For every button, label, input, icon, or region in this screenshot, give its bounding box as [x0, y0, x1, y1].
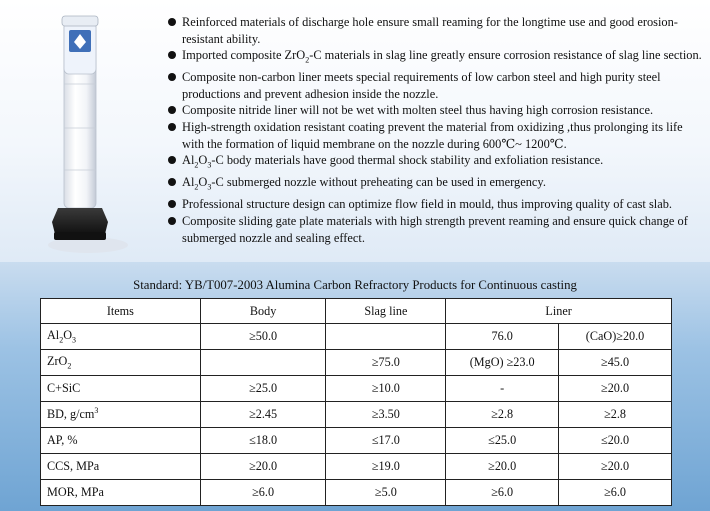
spec-table [40, 298, 672, 506]
feature-text: Reinforced materials of discharge hole ensure small reaming for the longtime use and good erosion-resistant ability. [182, 15, 678, 46]
cell-liner-1: 76.0 [446, 324, 559, 350]
cell-liner-1: (MgO) ≥23.0 [446, 350, 559, 376]
cell-liner-2: ≥45.0 [559, 350, 672, 376]
table-row [41, 350, 672, 376]
header-liner: Liner [446, 299, 672, 324]
cell-body [200, 350, 326, 376]
feature-text: Composite non-carbon liner meets special requirements of low carbon steel and high purity steel productions and prevent adhesion inside the nozzle. [182, 70, 661, 101]
cell-liner-1: ≥6.0 [446, 480, 559, 506]
cell-liner-2: ≥20.0 [559, 376, 672, 402]
cell-body: ≥20.0 [200, 454, 326, 480]
cell-slag-line: ≥75.0 [326, 350, 446, 376]
feature-list [168, 14, 704, 246]
bullet-dot-icon [168, 18, 176, 26]
feature-text: Composite nitride liner will not be wet with molten steel thus having high corrosion resistance. [182, 103, 654, 118]
submerged-nozzle-image [28, 10, 148, 255]
feature-item [168, 102, 704, 119]
feature-text: Imported composite ZrO$_2$-C materials in slag line greatly ensure corrosion resistance of slag line section. [182, 48, 702, 65]
table-row [41, 454, 672, 480]
cell-slag-line: ≥10.0 [326, 376, 446, 402]
cell-item: $Al_2O_3$ [41, 324, 201, 350]
table-row [41, 480, 672, 506]
cell-item: ZrO$_2$ [41, 350, 201, 376]
feature-item [168, 47, 704, 69]
cell-slag-line: ≥3.50 [326, 402, 446, 428]
feature-text: High-strength oxidation resistant coating prevent the material from oxidizing ,thus prolonging its life with the formation of liquid membrane on the nozzle during 600℃~ 1200℃. [182, 120, 683, 151]
cell-item: MOR, MPa [41, 480, 201, 506]
cell-slag-line: ≤17.0 [326, 428, 446, 454]
bullet-dot-icon [168, 200, 176, 208]
feature-text: Professional structure design can optimize flow field in mould, thus improving quality of cast slab. [182, 197, 673, 212]
cell-liner-1: ≥20.0 [446, 454, 559, 480]
cell-slag-line: ≥19.0 [326, 454, 446, 480]
bullet-dot-icon [168, 217, 176, 225]
feature-item [168, 152, 704, 174]
bullet-dot-icon [168, 51, 176, 59]
cell-liner-2: ≥20.0 [559, 454, 672, 480]
cell-liner-1: ≤25.0 [446, 428, 559, 454]
feature-text: $Al_2O_3-C$ submerged nozzle without preheating can be used in emergency. [182, 175, 546, 192]
cell-body: ≤18.0 [200, 428, 326, 454]
feature-item [168, 119, 704, 152]
feature-item [168, 213, 704, 246]
bullet-dot-icon [168, 73, 176, 81]
standard-title: Standard: YB/T007-2003 Alumina Carbon Refractory Products for Continuous casting [133, 278, 577, 292]
cell-liner-1: - [446, 376, 559, 402]
cell-body: ≥25.0 [200, 376, 326, 402]
feature-text: $Al_2O_3-C$ body materials have good thermal shock stability and exfoliation resistance. [182, 153, 604, 170]
table-header-row [41, 299, 672, 324]
table-row [41, 428, 672, 454]
cell-item: BD, $g/cm^3$ [41, 402, 201, 428]
cell-item: AP, % [41, 428, 201, 454]
table-row [41, 376, 672, 402]
feature-item [168, 174, 704, 196]
cell-liner-1: ≥2.8 [446, 402, 559, 428]
feature-item [168, 196, 704, 213]
cell-item: C+SiC [41, 376, 201, 402]
cell-liner-2: ≥6.0 [559, 480, 672, 506]
header-body: Body [200, 299, 326, 324]
cell-body: ≥6.0 [200, 480, 326, 506]
cell-body: ≥2.45 [200, 402, 326, 428]
cell-slag-line [326, 324, 446, 350]
feature-text: Composite sliding gate plate materials with high strength prevent reaming and ensure quick change of submerged nozzle and sealing effect. [182, 213, 688, 245]
cell-item: CCS, MPa [41, 454, 201, 480]
cell-body: ≥50.0 [200, 324, 326, 350]
cell-liner-2: (CaO)≥20.0 [559, 324, 672, 350]
header-slag-line: Slag line [326, 299, 446, 324]
feature-item [168, 69, 704, 102]
cell-slag-line: ≥5.0 [326, 480, 446, 506]
table-row [41, 402, 672, 428]
feature-item [168, 14, 704, 47]
table-row [41, 324, 672, 350]
cell-liner-2: ≥2.8 [559, 402, 672, 428]
bullet-dot-icon [168, 156, 176, 164]
bullet-dot-icon [168, 106, 176, 114]
bullet-dot-icon [168, 178, 176, 186]
header-items: Items [41, 299, 201, 324]
cell-liner-2: ≤20.0 [559, 428, 672, 454]
bullet-dot-icon [168, 123, 176, 131]
